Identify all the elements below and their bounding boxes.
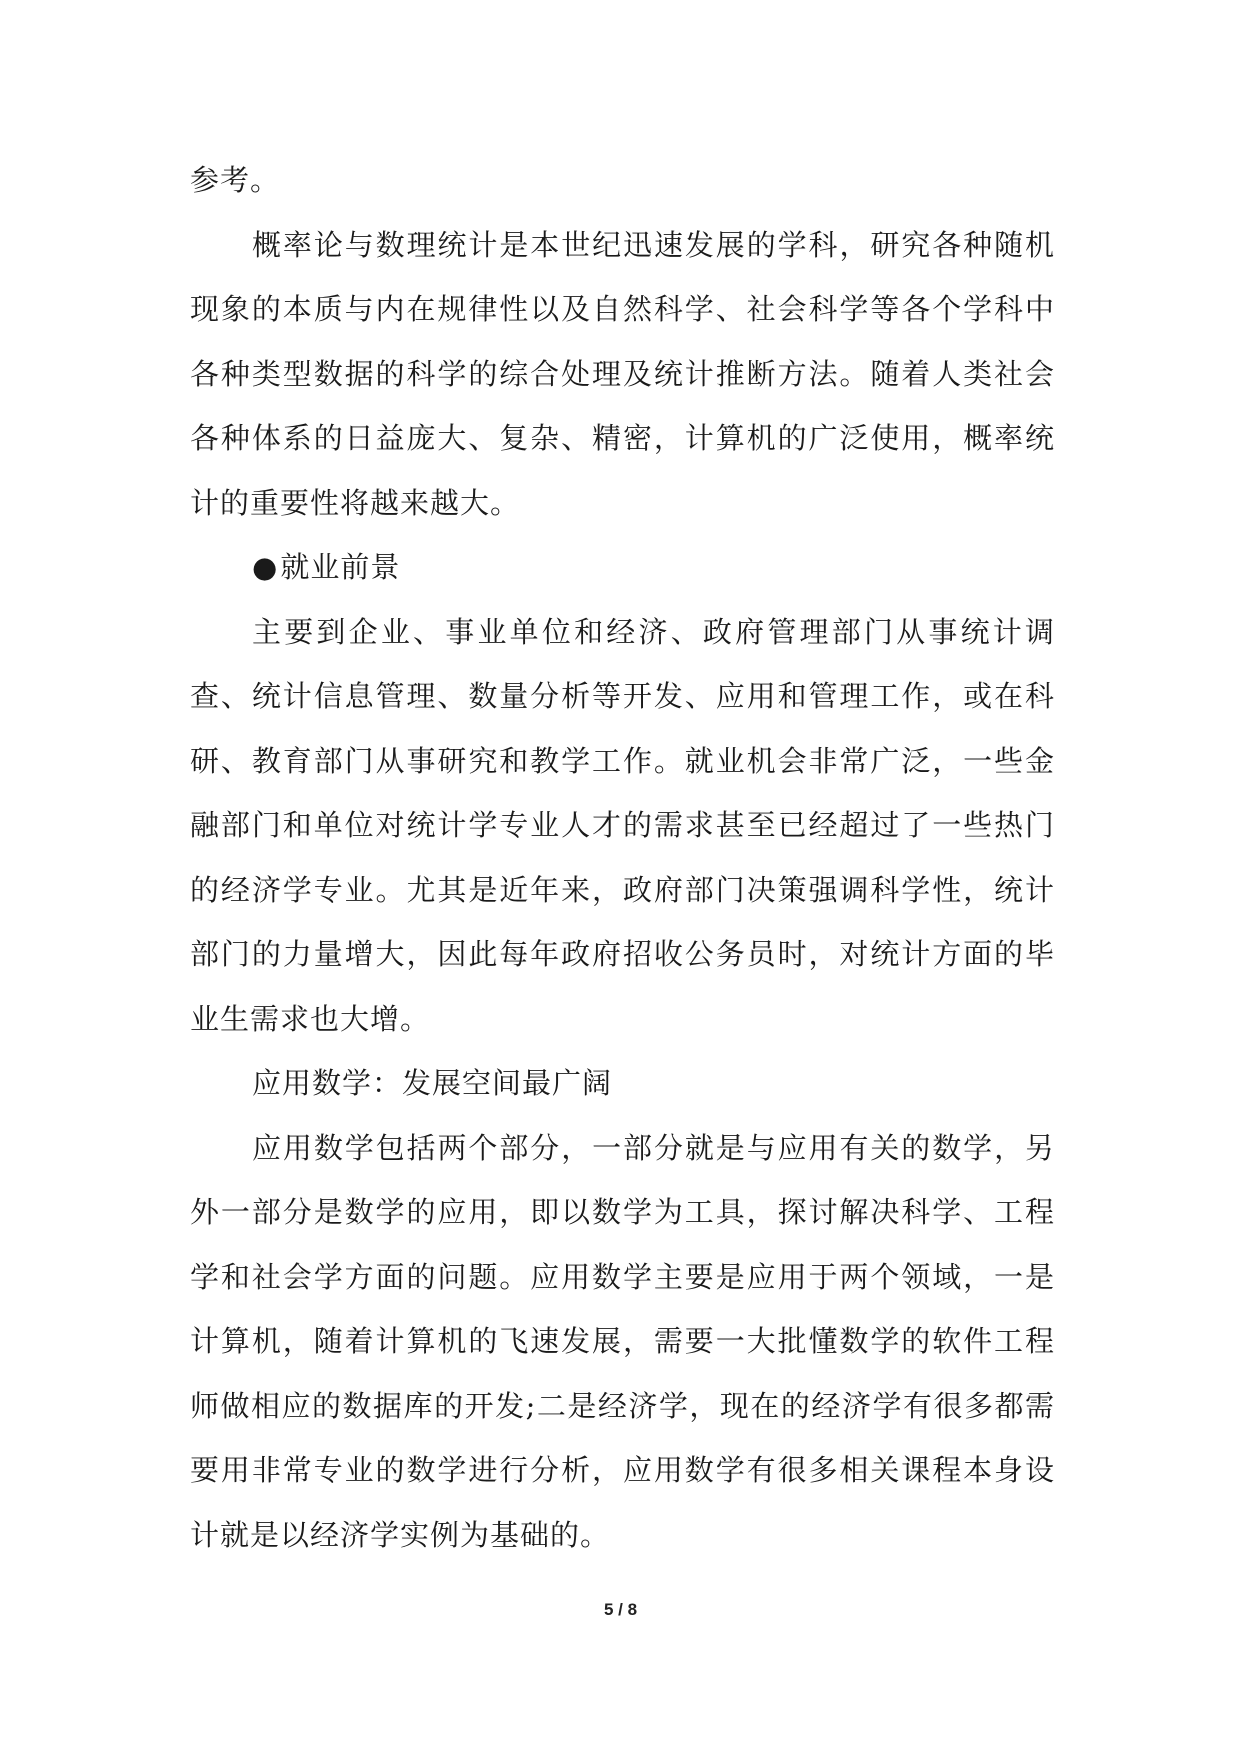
paragraph-applied-math: 应用数学包括两个部分，一部分就是与应用有关的数学，另外一部分是数学的应用，即以数学为工具，探讨解决科学、工程学和社会学方面的问题。应用数学主要是应用于两个领域，一是计算机，随着计算机的飞速发展，需要一大批懂数学的软件工程师做相应的数据库的开发;二是经济学，现在的经济学有很多都需要用非常专业的数学进行分析，应用数学有很多相关课程本身设计就是以经济学实例为基础的。 bbox=[190, 1130, 1055, 1552]
document-body bbox=[190, 148, 1055, 1567]
section-heading-employment bbox=[190, 535, 1055, 600]
paragraph-employment-prospects: 主要到企业、事业单位和经济、政府管理部门从事统计调查、统计信息管理、数量分析等开发、应用和管理工作，或在科研、教育部门从事研究和教学工作。就业机会非常广泛，一些金融部门和单位对统计学专业人才的需求甚至已经超过了一些热门的经济学专业。尤其是近年来，政府部门决策强调科学性，统计部门的力量增大，因此每年政府招收公务员时，对统计方面的毕业生需求也大增。 bbox=[190, 614, 1055, 1036]
paragraph-probability-statistics: 概率论与数理统计是本世纪迅速发展的学科，研究各种随机现象的本质与内在规律性以及自然科学、社会科学等各个学科中各种类型数据的科学的综合处理及统计推断方法。随着人类社会各种体系的日益庞大、复杂、精密，计算机的广泛使用，概率统计的重要性将越来越大。 bbox=[190, 227, 1055, 520]
paragraph-continuation: 参考。 bbox=[190, 163, 281, 197]
page-number: 5 / 8 bbox=[603, 1600, 638, 1619]
bullet-icon: ● bbox=[252, 550, 279, 584]
section-heading-applied-math: 应用数学：发展空间最广阔 bbox=[252, 1066, 613, 1100]
section-heading-label: 就业前景 bbox=[280, 550, 401, 584]
